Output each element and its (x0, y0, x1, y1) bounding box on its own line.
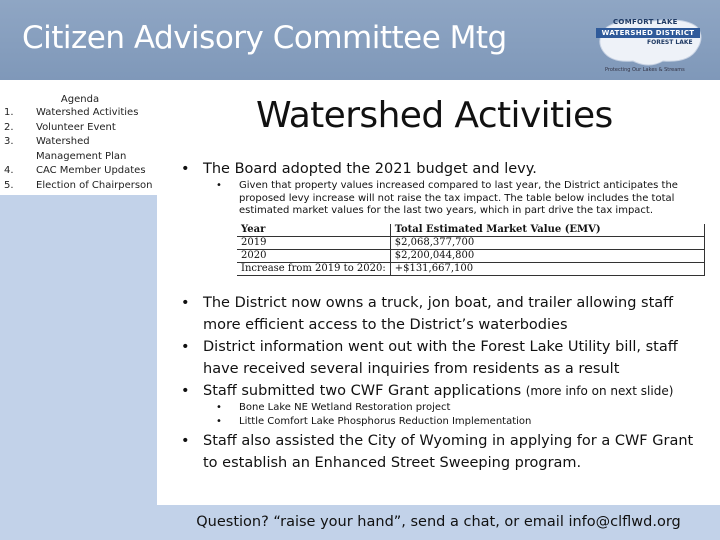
sub-bullet-bone-lake: • Bone Lake NE Wetland Restoration project (216, 402, 451, 413)
logo-line-2: WATERSHED DISTRICT (596, 28, 700, 38)
logo-line-3: FOREST LAKE (647, 39, 693, 46)
agenda-item-label: CAC Member Updates (36, 165, 146, 176)
bullet-utility: • District information went out with the Forest Lake Utility bill, staff have received several inquiries from residents as a result (181, 336, 706, 380)
agenda-item: 3. Watershed Management Plan (4, 136, 127, 162)
agenda-item-label: Watershed Activities (36, 107, 139, 118)
table-row (237, 263, 705, 276)
table-header: Year (237, 224, 390, 237)
bullet-icon: • (216, 416, 222, 427)
footer-bar (157, 505, 720, 540)
agenda-item: 1. Watershed Activities (4, 107, 139, 118)
bullet-wyoming: • Staff also assisted the City of Wyoming in applying for a CWF Grant to establish an Enhanced Street Sweeping program. (181, 430, 706, 474)
logo-line-1: COMFORT LAKE (613, 18, 678, 26)
agenda-item-label: Watershed Management Plan (36, 136, 127, 162)
bullet-icon: • (181, 383, 190, 399)
agenda-item-label: Election of Chairperson (36, 179, 153, 191)
agenda-list (0, 106, 154, 193)
table-cell: 2020 (237, 250, 390, 263)
bullet-icon: • (216, 180, 222, 191)
table-cell: +$131,667,100 (390, 263, 704, 276)
bullet-icon: • (181, 295, 190, 311)
slide-title: Watershed Activities (256, 95, 613, 136)
table-cell: 2019 (237, 237, 390, 250)
footer-text: Question? “raise your hand”, send a chat, or email info@clflwd.org (196, 514, 681, 530)
table-row (237, 237, 705, 250)
table-cell: $2,200,044,800 (390, 250, 704, 263)
agenda-item: 5. Election of Chairperson (4, 179, 153, 191)
bullet-icon: • (181, 339, 190, 355)
agenda-panel (0, 80, 157, 195)
table-header: Total Estimated Market Value (EMV) (390, 224, 704, 237)
table-row (237, 250, 705, 263)
bullet-icon: • (181, 433, 190, 449)
table-cell: Increase from 2019 to 2020: (237, 263, 390, 276)
agenda-item: 2. Volunteer Event (4, 121, 116, 133)
table-cell: $2,068,377,700 (390, 237, 704, 250)
title-banner (0, 0, 720, 80)
agenda-item: 4. CAC Member Updates (4, 165, 146, 176)
bullet-cwf: • Staff submitted two CWF Grant applications (more info on next slide) (181, 380, 706, 402)
bullet-truck: • The District now owns a truck, jon boat, and trailer allowing staff more efficient access to the District’s waterbodies (181, 292, 706, 336)
logo-tagline: Protecting Our Lakes & Streams (605, 67, 685, 73)
cwf-note: (more info on next slide) (525, 384, 674, 398)
table-header-row (237, 224, 705, 237)
agenda-heading: Agenda (60, 94, 100, 105)
watershed-district-logo (593, 15, 705, 75)
sub-bullet-budget: • Given that property values increased compared to last year, the District anticipates the proposed levy increase will not raise the tax impact. The table below includes the total estimated market values for the last two years, which in part drive the tax impact. (216, 180, 678, 216)
bullet-icon: • (181, 161, 190, 177)
presentation-title: Citizen Advisory Committee Mtg (22, 20, 507, 56)
emv-table (237, 224, 705, 276)
sub-bullet-little-comfort: • Little Comfort Lake Phosphorus Reduction Implementation (216, 416, 532, 427)
bullet-budget: • The Board adopted the 2021 budget and levy. (181, 158, 706, 180)
bullet-icon: • (216, 402, 222, 413)
agenda-item-label: Volunteer Event (36, 121, 116, 133)
